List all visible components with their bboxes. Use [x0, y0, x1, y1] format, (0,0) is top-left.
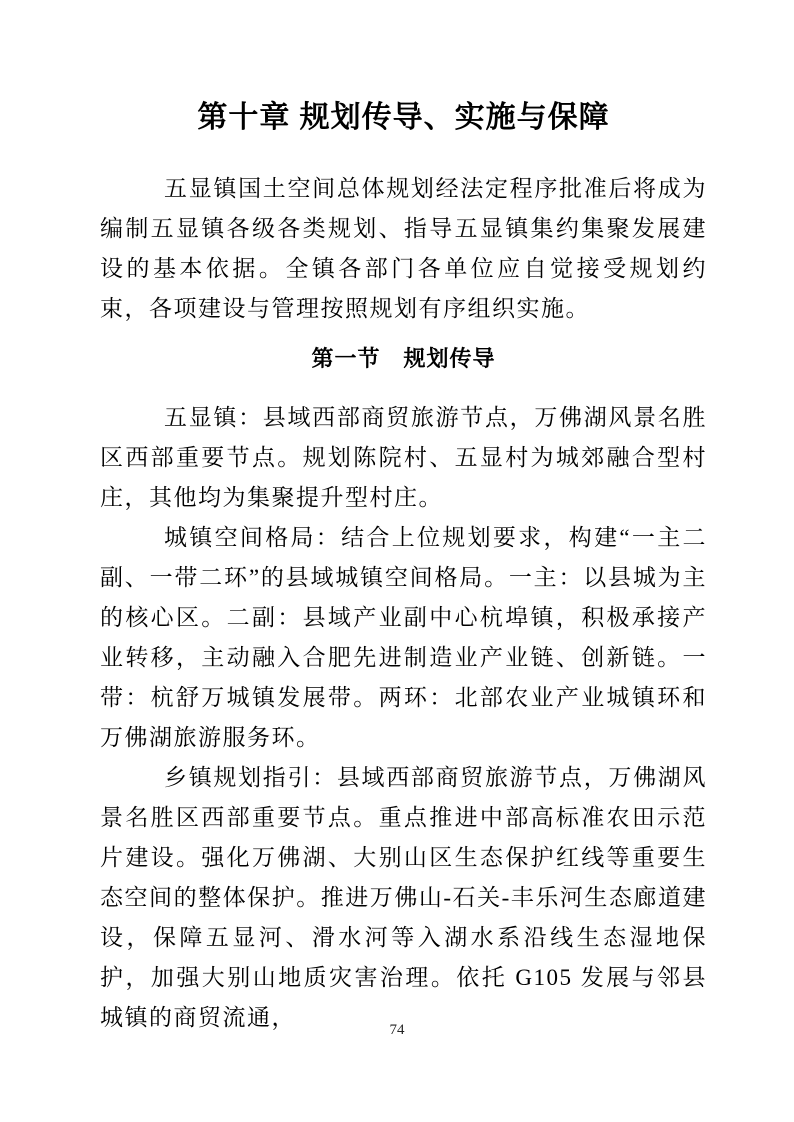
section-heading: 第一节 规划传导 — [311, 346, 496, 371]
chapter-title: 第十章 规划传导、实施与保障 — [197, 101, 610, 134]
paragraph-wuxian-town: 五显镇：县域西部商贸旅游节点，万佛湖风景名胜区西部重要节点。规划陈院村、五显村为城郊融合型村庄，其他均为集聚提升型村庄。 — [100, 405, 707, 510]
paragraph-intro: 五显镇国土空间总体规划经法定程序批准后将成为编制五显镇各级各类规划、指导五显镇集约集聚发展建设的基本依据。全镇各部门各单位应自觉接受规划约束，各项建设与管理按照规划有序组织实施。 — [100, 176, 707, 321]
paragraph-township-planning-guidance: 乡镇规划指引：县域西部商贸旅游节点，万佛湖风景名胜区西部重要节点。重点推进中部高标准农田示范片建设。强化万佛湖、大别山区生态保护红线等重要生态空间的整体保护。推进万佛山-石关-丰乐河生态廊道建设，保障五显河、滑水河等入湖水系沿线生态湿地保护，加强大别山地质灾害治理。依托 G105 发展与邻县城镇的商贸流通， — [100, 765, 707, 1030]
paragraph-urban-spatial-pattern: 城镇空间格局：结合上位规划要求，构建“一主二副、一带二环”的县域城镇空间格局。一主：以县城为主的核心区。二副：县域产业副中心杭埠镇，积极承接产业转移，主动融入合肥先进制造业产业链、创新链。一带：杭舒万城镇发展带。两环：北部农业产业城镇环和万佛湖旅游服务环。 — [100, 525, 707, 750]
page-number: 74 — [389, 1022, 405, 1038]
page-content — [100, 0, 707, 1038]
